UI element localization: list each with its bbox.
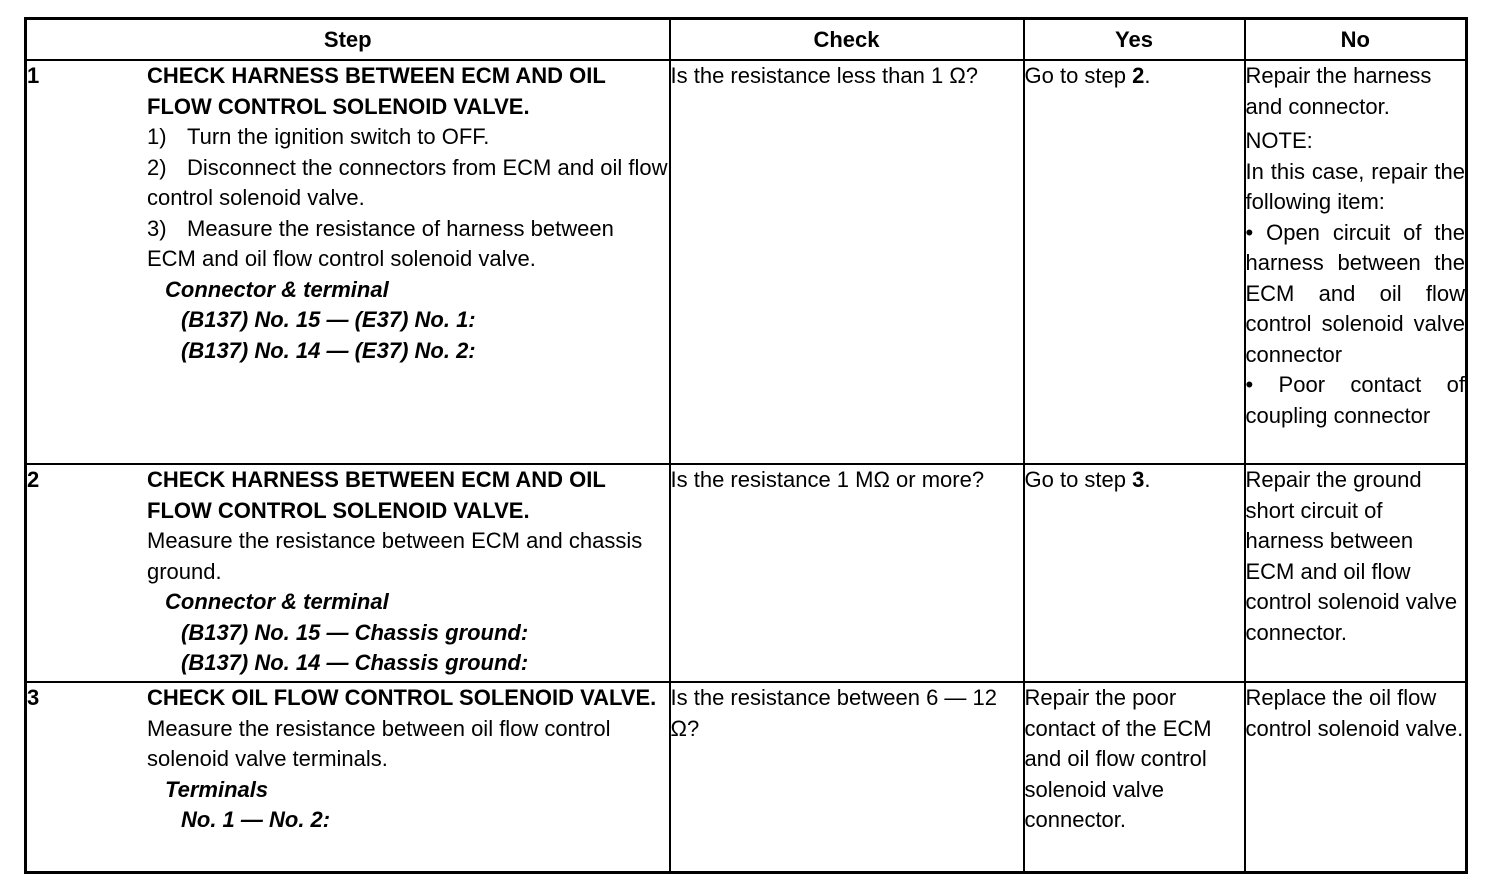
step-description: Measure the resistance between ECM and chassis ground.	[147, 528, 643, 584]
table-row	[26, 60, 1467, 464]
step-title: CHECK OIL FLOW CONTROL SOLENOID VALVE.	[147, 685, 657, 710]
instruction-number: 3)	[147, 215, 167, 241]
table-row	[26, 464, 1467, 682]
header-no: No	[1245, 19, 1467, 61]
step-description: Measure the resistance between oil flow control solenoid valve terminals.	[147, 715, 611, 771]
yes-prefix: Go to step	[1024, 467, 1133, 492]
note-item: • Open circuit of the harness between the ECM and oil flow control solenoid valve connector	[1245, 219, 1465, 367]
connector-title: Connector & terminal	[165, 276, 389, 302]
yes-suffix: .	[1144, 63, 1151, 88]
no-main-text: Replace the oil flow control solenoid valve.	[1245, 685, 1464, 741]
step-cell	[26, 682, 670, 872]
no-main-text: Repair the harness and connector.	[1245, 63, 1432, 119]
yes-step-number: 3	[1132, 467, 1145, 492]
no-cell	[1245, 60, 1467, 464]
connector-line: (B137) No. 14 — (E37) No. 2:	[181, 337, 476, 363]
check-cell: Is the resistance 1 MΩ or more?	[670, 464, 1024, 682]
header-row	[26, 19, 1467, 61]
header-check: Check	[670, 19, 1024, 61]
step-title: CHECK HARNESS BETWEEN ECM AND OIL FLOW CONTROL SOLENOID VALVE.	[147, 467, 606, 523]
connector-line: No. 1 — No. 2:	[181, 807, 331, 832]
step-cell	[26, 464, 670, 682]
step-number: 1	[27, 63, 40, 88]
note-item: • Poor contact of coupling connector	[1245, 372, 1465, 428]
no-cell	[1245, 464, 1467, 682]
yes-cell: Repair the poor contact of the ECM and oil flow control solenoid valve connector.	[1024, 682, 1245, 872]
yes-suffix: .	[1144, 467, 1151, 492]
instruction-text: Disconnect the connectors from ECM and oil flow control solenoid valve.	[147, 154, 668, 210]
header-yes: Yes	[1024, 19, 1245, 61]
no-main-text: Repair the ground short circuit of harness between ECM and oil flow control solenoid valve connector.	[1245, 467, 1458, 645]
check-cell: Is the resistance less than 1 Ω?	[670, 60, 1024, 464]
yes-cell	[1024, 60, 1245, 464]
instruction-text: Measure the resistance of harness between ECM and oil flow control solenoid valve.	[147, 215, 614, 271]
table-row	[26, 682, 1467, 872]
diagnostic-table	[24, 17, 1468, 874]
header-step: Step	[26, 19, 670, 61]
yes-prefix: Go to step	[1024, 63, 1133, 88]
connector-line: (B137) No. 15 — (E37) No. 1:	[181, 307, 476, 332]
yes-cell	[1024, 464, 1245, 682]
instruction-number: 1)	[147, 124, 167, 149]
connector-title: Connector & terminal	[165, 589, 389, 614]
check-cell: Is the resistance between 6 — 12 Ω?	[670, 682, 1024, 872]
instruction	[147, 153, 669, 214]
note-heading: NOTE:	[1245, 128, 1313, 153]
connector-line: (B137) No. 15 — Chassis ground:	[181, 619, 529, 645]
connector-title: Terminals	[165, 776, 269, 802]
step-number: 3	[27, 685, 40, 710]
step-number: 2	[27, 467, 40, 492]
step-cell	[26, 60, 670, 464]
instruction	[147, 122, 669, 153]
connector-line: (B137) No. 14 — Chassis ground:	[181, 650, 529, 675]
instruction-text: Turn the ignition switch to OFF.	[187, 124, 490, 149]
instruction-number: 2)	[147, 154, 167, 180]
no-cell	[1245, 682, 1467, 872]
instruction	[147, 214, 669, 275]
step-title: CHECK HARNESS BETWEEN ECM AND OIL FLOW CONTROL SOLENOID VALVE.	[147, 63, 606, 119]
note-intro: In this case, repair the following item:	[1245, 158, 1465, 214]
yes-step-number: 2	[1132, 63, 1145, 88]
